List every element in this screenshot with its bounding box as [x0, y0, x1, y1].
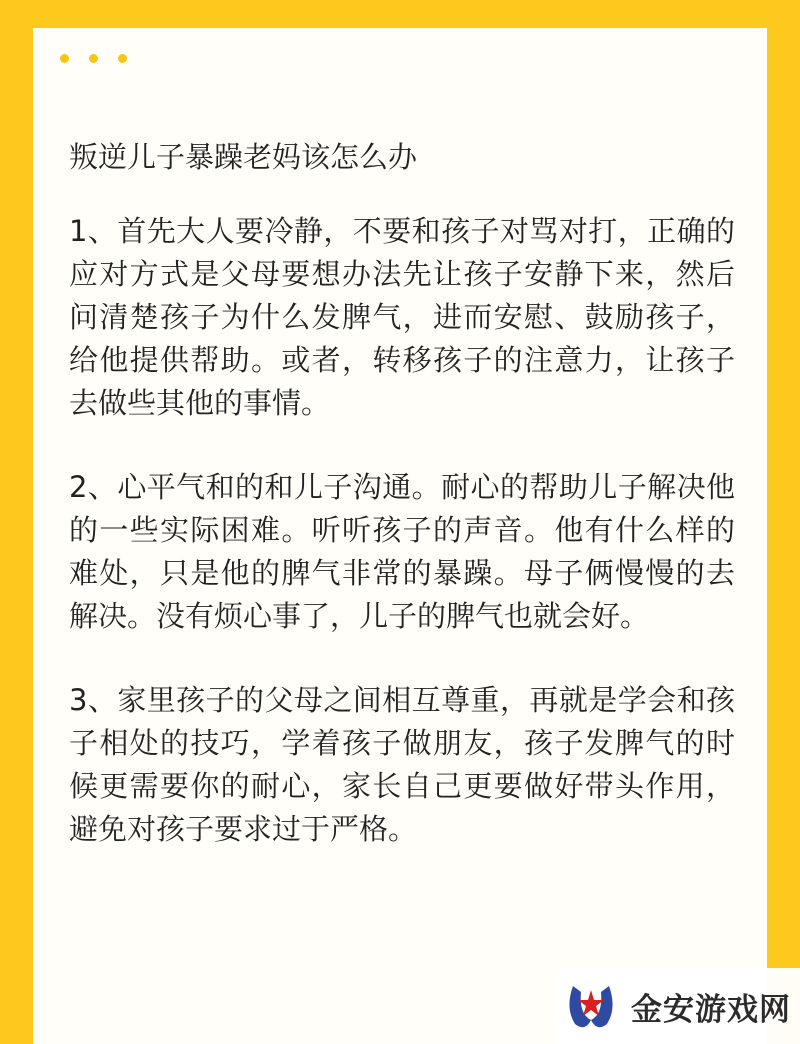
dot-icon — [60, 54, 69, 63]
jinan-logo-icon — [561, 976, 621, 1036]
dot-icon — [118, 54, 127, 63]
article-title: 叛逆儿子暴躁老妈该怎么办 — [69, 140, 418, 174]
article-body — [69, 136, 735, 892]
window-dots — [60, 54, 127, 63]
paragraph-3: 3、家里孩子的父母之间相互尊重，再就是学会和孩子相处的技巧，学着孩子做朋友，孩子发脾气的时候更需要你的耐心，家长自己更要做好带头作用，避免对孩子要求过于严格。 — [69, 683, 735, 846]
note-card — [33, 28, 767, 1044]
paragraph-2: 2、心平气和的和儿子沟通。耐心的帮助儿子解决他的一些实际困难。听听孩子的声音。他有什么样的难处，只是他的脾气非常的暴躁。母子俩慢慢的去解决。没有烦心事了，儿子的脾气也就会好。 — [69, 470, 735, 633]
dot-icon — [89, 54, 98, 63]
site-watermark — [557, 968, 800, 1044]
paragraph-1: 1、首先大人要冷静，不要和孩子对骂对打，正确的应对方式是父母要想办法先让孩子安静下来，然后问清楚孩子为什么发脾气，进而安慰、鼓励孩子，给他提供帮助。或者，转移孩子的注意力，让孩子去做些其他的事情。 — [69, 214, 735, 420]
watermark-text: 金安游戏网 — [631, 991, 791, 1028]
